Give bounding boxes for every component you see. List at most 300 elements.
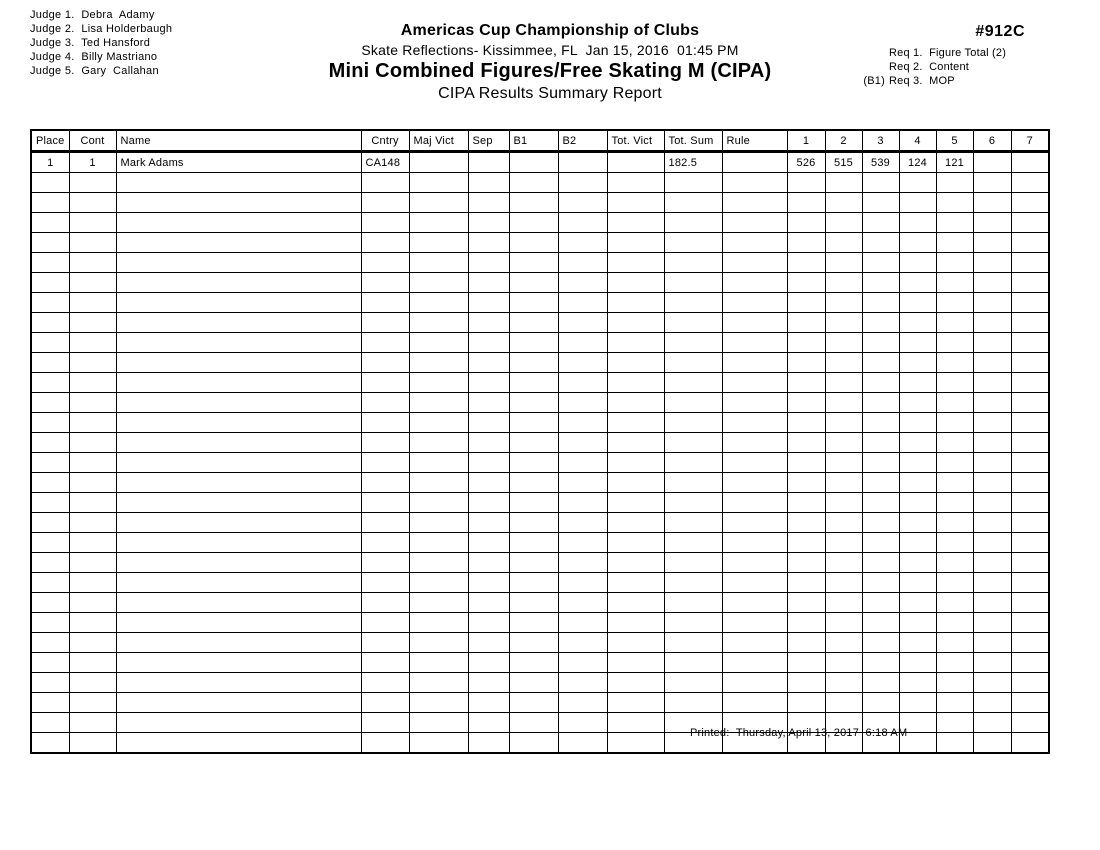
cell-j3 — [862, 213, 899, 233]
cell-b1 — [509, 553, 558, 573]
cell-tot_vict — [607, 233, 664, 253]
cell-j2 — [825, 573, 862, 593]
cell-maj_vict — [409, 253, 468, 273]
cell-rule — [722, 373, 787, 393]
cell-b2 — [558, 513, 607, 533]
cell-cont — [69, 573, 116, 593]
cell-b1 — [509, 613, 558, 633]
cell-j7 — [1011, 373, 1049, 393]
cell-j5 — [936, 633, 973, 653]
cell-sep — [468, 733, 509, 754]
cell-j2 — [825, 673, 862, 693]
cell-j1 — [787, 293, 825, 313]
table-row-empty — [31, 473, 1049, 493]
cell-cont: 1 — [69, 152, 116, 173]
cell-j6 — [973, 152, 1011, 173]
cell-j4 — [899, 573, 936, 593]
cell-tot_vict — [607, 253, 664, 273]
judge-line: Judge 5. Gary Callahan — [30, 65, 159, 77]
cell-tot_vict — [607, 633, 664, 653]
requirement-text: Req 3. MOP — [889, 75, 955, 87]
cell-place — [31, 493, 69, 513]
cell-tot_vict — [607, 453, 664, 473]
cell-tot_sum — [664, 333, 722, 353]
cell-cntry — [361, 573, 409, 593]
cell-j3 — [862, 193, 899, 213]
cell-name — [116, 213, 361, 233]
cell-j1 — [787, 533, 825, 553]
cell-tot_sum — [664, 453, 722, 473]
cell-b2 — [558, 673, 607, 693]
cell-b1 — [509, 253, 558, 273]
cell-tot_sum — [664, 273, 722, 293]
cell-place — [31, 553, 69, 573]
cell-tot_vict — [607, 373, 664, 393]
cell-tot_sum — [664, 193, 722, 213]
judge-line: Judge 3. Ted Hansford — [30, 37, 151, 49]
cell-tot_vict — [607, 673, 664, 693]
cell-j1 — [787, 513, 825, 533]
cell-j7 — [1011, 533, 1049, 553]
cell-j6 — [973, 233, 1011, 253]
cell-j2 — [825, 173, 862, 193]
cell-cont — [69, 513, 116, 533]
table-row-empty — [31, 453, 1049, 473]
column-header-j6: 6 — [973, 130, 1011, 152]
cell-j3 — [862, 493, 899, 513]
cell-rule — [722, 673, 787, 693]
cell-b1 — [509, 233, 558, 253]
cell-j6 — [973, 533, 1011, 553]
cell-tot_vict — [607, 553, 664, 573]
cell-j7 — [1011, 152, 1049, 173]
cell-place: 1 — [31, 152, 69, 173]
cell-tot_sum — [664, 613, 722, 633]
cell-j4 — [899, 473, 936, 493]
cell-rule — [722, 253, 787, 273]
cell-tot_sum — [664, 633, 722, 653]
cell-j4 — [899, 333, 936, 353]
cell-tot_vict — [607, 513, 664, 533]
cell-cntry — [361, 653, 409, 673]
cell-j1 — [787, 273, 825, 293]
cell-place — [31, 393, 69, 413]
cell-tot_vict — [607, 733, 664, 754]
cell-j2 — [825, 393, 862, 413]
cell-b1 — [509, 693, 558, 713]
cell-j6 — [973, 713, 1011, 733]
cell-maj_vict — [409, 673, 468, 693]
competition-title: Americas Cup Championship of Clubs — [400, 22, 700, 39]
requirement-line — [855, 60, 1025, 74]
cell-name — [116, 293, 361, 313]
cell-tot_sum — [664, 393, 722, 413]
cell-j1 — [787, 233, 825, 253]
cell-name — [116, 733, 361, 754]
cell-rule — [722, 533, 787, 553]
cell-b1 — [509, 453, 558, 473]
cell-j6 — [973, 393, 1011, 413]
cell-sep — [468, 473, 509, 493]
cell-j2: 515 — [825, 152, 862, 173]
cell-j2 — [825, 353, 862, 373]
column-header-sep: Sep — [468, 130, 509, 152]
cell-j1 — [787, 173, 825, 193]
cell-j3 — [862, 233, 899, 253]
cell-j4 — [899, 533, 936, 553]
cell-j2 — [825, 293, 862, 313]
cell-b2 — [558, 213, 607, 233]
cell-j3 — [862, 593, 899, 613]
column-header-rule: Rule — [722, 130, 787, 152]
cell-cntry — [361, 233, 409, 253]
cell-j4 — [899, 513, 936, 533]
cell-rule — [722, 353, 787, 373]
cell-tot_sum — [664, 573, 722, 593]
cell-cntry — [361, 293, 409, 313]
cell-b2 — [558, 253, 607, 273]
cell-tot_sum — [664, 233, 722, 253]
cell-rule — [722, 453, 787, 473]
cell-b2 — [558, 613, 607, 633]
cell-sep — [468, 613, 509, 633]
cell-b1 — [509, 433, 558, 453]
cell-maj_vict — [409, 413, 468, 433]
cell-j1 — [787, 413, 825, 433]
cell-j5 — [936, 173, 973, 193]
cell-j5 — [936, 733, 973, 754]
cell-cntry — [361, 173, 409, 193]
cell-cont — [69, 273, 116, 293]
cell-j2 — [825, 593, 862, 613]
cell-cntry — [361, 253, 409, 273]
cell-cntry — [361, 213, 409, 233]
cell-name — [116, 513, 361, 533]
cell-place — [31, 313, 69, 333]
cell-j4 — [899, 173, 936, 193]
cell-name — [116, 273, 361, 293]
cell-sep — [468, 253, 509, 273]
cell-cont — [69, 433, 116, 453]
cell-j1 — [787, 313, 825, 333]
table-row-empty — [31, 573, 1049, 593]
cell-cont — [69, 493, 116, 513]
cell-place — [31, 353, 69, 373]
cell-maj_vict — [409, 333, 468, 353]
cell-j3 — [862, 353, 899, 373]
cell-j3 — [862, 473, 899, 493]
cell-tot_sum — [664, 213, 722, 233]
cell-j2 — [825, 253, 862, 273]
cell-tot_vict — [607, 433, 664, 453]
cell-j2 — [825, 433, 862, 453]
cell-j4 — [899, 373, 936, 393]
cell-b1 — [509, 493, 558, 513]
cell-tot_vict — [607, 393, 664, 413]
cell-cntry — [361, 413, 409, 433]
cell-tot_vict — [607, 533, 664, 553]
cell-j1 — [787, 373, 825, 393]
cell-b1 — [509, 513, 558, 533]
cell-name — [116, 453, 361, 473]
cell-j5 — [936, 373, 973, 393]
cell-j4 — [899, 393, 936, 413]
cell-cont — [69, 233, 116, 253]
cell-j2 — [825, 473, 862, 493]
cell-tot_vict — [607, 293, 664, 313]
cell-tot_vict — [607, 353, 664, 373]
cell-sep — [468, 533, 509, 553]
cell-j4 — [899, 553, 936, 573]
cell-place — [31, 533, 69, 553]
cell-rule — [722, 633, 787, 653]
cell-j5 — [936, 333, 973, 353]
cell-place — [31, 453, 69, 473]
column-header-b2: B2 — [558, 130, 607, 152]
cell-j2 — [825, 213, 862, 233]
cell-b2 — [558, 353, 607, 373]
cell-j1 — [787, 213, 825, 233]
cell-sep — [468, 413, 509, 433]
cell-j7 — [1011, 393, 1049, 413]
cell-j6 — [973, 733, 1011, 754]
cell-j7 — [1011, 493, 1049, 513]
table-row-empty — [31, 693, 1049, 713]
cell-j3 — [862, 553, 899, 573]
cell-tot_sum — [664, 433, 722, 453]
cell-tot_vict — [607, 613, 664, 633]
cell-cntry — [361, 273, 409, 293]
cell-j3 — [862, 413, 899, 433]
cell-cntry — [361, 433, 409, 453]
cell-b2 — [558, 373, 607, 393]
cell-sep — [468, 193, 509, 213]
cell-j5 — [936, 213, 973, 233]
cell-sep — [468, 173, 509, 193]
cell-cntry — [361, 473, 409, 493]
column-header-j1: 1 — [787, 130, 825, 152]
cell-j5 — [936, 233, 973, 253]
cell-place — [31, 693, 69, 713]
cell-tot_sum — [664, 653, 722, 673]
requirement-prefix — [855, 46, 885, 60]
table-row-empty — [31, 333, 1049, 353]
cell-b2 — [558, 593, 607, 613]
cell-name — [116, 613, 361, 633]
cell-cont — [69, 453, 116, 473]
cell-tot_sum — [664, 553, 722, 573]
cell-b2 — [558, 393, 607, 413]
cell-name — [116, 533, 361, 553]
cell-cont — [69, 353, 116, 373]
cell-name — [116, 593, 361, 613]
cell-j1 — [787, 653, 825, 673]
cell-j6 — [973, 693, 1011, 713]
cell-place — [31, 633, 69, 653]
cell-place — [31, 253, 69, 273]
requirement-text: Req 1. Figure Total (2) — [889, 47, 1007, 59]
cell-sep — [468, 633, 509, 653]
cell-b1 — [509, 533, 558, 553]
column-header-j5: 5 — [936, 130, 973, 152]
cell-name: Mark Adams — [116, 152, 361, 173]
cell-cont — [69, 693, 116, 713]
cell-rule — [722, 173, 787, 193]
cell-b2 — [558, 713, 607, 733]
cell-sep — [468, 573, 509, 593]
cell-j3 — [862, 673, 899, 693]
cell-maj_vict — [409, 273, 468, 293]
cell-rule — [722, 593, 787, 613]
cell-j1 — [787, 633, 825, 653]
cell-j7 — [1011, 313, 1049, 333]
cell-tot_vict — [607, 193, 664, 213]
cell-j1 — [787, 393, 825, 413]
cell-cont — [69, 413, 116, 433]
cell-j3 — [862, 633, 899, 653]
cell-cont — [69, 613, 116, 633]
cell-sep — [468, 513, 509, 533]
cell-maj_vict — [409, 193, 468, 213]
cell-sep — [468, 293, 509, 313]
cell-rule — [722, 513, 787, 533]
cell-j1 — [787, 493, 825, 513]
cell-j6 — [973, 653, 1011, 673]
cell-cont — [69, 333, 116, 353]
cell-j7 — [1011, 513, 1049, 533]
cell-place — [31, 273, 69, 293]
cell-j2 — [825, 513, 862, 533]
cell-j5 — [936, 293, 973, 313]
cell-j7 — [1011, 413, 1049, 433]
table-row-empty — [31, 513, 1049, 533]
cell-j6 — [973, 573, 1011, 593]
cell-name — [116, 693, 361, 713]
cell-b2 — [558, 553, 607, 573]
cell-place — [31, 333, 69, 353]
column-header-cntry: Cntry — [361, 130, 409, 152]
cell-maj_vict — [409, 513, 468, 533]
cell-j1 — [787, 453, 825, 473]
cell-place — [31, 733, 69, 754]
cell-tot_vict — [607, 152, 664, 173]
cell-cont — [69, 673, 116, 693]
cell-maj_vict — [409, 353, 468, 373]
cell-b1 — [509, 473, 558, 493]
event-title: Mini Combined Figures/Free Skating M (CIPA) — [328, 60, 772, 82]
event-info-block — [855, 22, 1025, 88]
cell-b2 — [558, 473, 607, 493]
cell-j3 — [862, 453, 899, 473]
table-body — [31, 152, 1049, 754]
requirement-prefix — [855, 60, 885, 74]
report-title: CIPA Results Summary Report — [438, 85, 662, 102]
cell-maj_vict — [409, 653, 468, 673]
cell-maj_vict — [409, 152, 468, 173]
cell-place — [31, 653, 69, 673]
table-header-row — [31, 130, 1049, 152]
cell-tot_sum — [664, 473, 722, 493]
cell-j3 — [862, 653, 899, 673]
table-row-empty — [31, 433, 1049, 453]
cell-j6 — [973, 553, 1011, 573]
cell-b2 — [558, 693, 607, 713]
cell-j2 — [825, 273, 862, 293]
cell-cont — [69, 193, 116, 213]
cell-j4 — [899, 493, 936, 513]
cell-j1: 526 — [787, 152, 825, 173]
cell-j2 — [825, 553, 862, 573]
cell-j4 — [899, 613, 936, 633]
column-header-j4: 4 — [899, 130, 936, 152]
cell-j7 — [1011, 353, 1049, 373]
cell-j7 — [1011, 733, 1049, 754]
cell-tot_sum — [664, 353, 722, 373]
cell-rule — [722, 213, 787, 233]
cell-b2 — [558, 233, 607, 253]
cell-j5 — [936, 553, 973, 573]
cell-cont — [69, 653, 116, 673]
cell-b2 — [558, 493, 607, 513]
cell-tot_sum — [664, 173, 722, 193]
cell-j4 — [899, 233, 936, 253]
cell-maj_vict — [409, 593, 468, 613]
cell-place — [31, 233, 69, 253]
cell-tot_sum — [664, 253, 722, 273]
cell-place — [31, 213, 69, 233]
cell-maj_vict — [409, 373, 468, 393]
cell-name — [116, 433, 361, 453]
cell-sep — [468, 673, 509, 693]
results-table — [30, 129, 1050, 754]
table-row-empty — [31, 313, 1049, 333]
cell-j2 — [825, 373, 862, 393]
cell-cntry — [361, 533, 409, 553]
cell-name — [116, 253, 361, 273]
cell-rule — [722, 333, 787, 353]
cell-b2 — [558, 193, 607, 213]
cell-j3 — [862, 533, 899, 553]
cell-b1 — [509, 633, 558, 653]
cell-tot_vict — [607, 493, 664, 513]
cell-rule — [722, 233, 787, 253]
cell-j6 — [973, 473, 1011, 493]
cell-j5 — [936, 713, 973, 733]
cell-maj_vict — [409, 173, 468, 193]
cell-sep — [468, 333, 509, 353]
cell-j7 — [1011, 573, 1049, 593]
cell-j2 — [825, 533, 862, 553]
cell-j2 — [825, 693, 862, 713]
cell-maj_vict — [409, 233, 468, 253]
cell-j6 — [973, 633, 1011, 653]
column-header-tot_vict: Tot. Vict — [607, 130, 664, 152]
cell-cntry: CA148 — [361, 152, 409, 173]
cell-j7 — [1011, 473, 1049, 493]
cell-cntry — [361, 353, 409, 373]
cell-j3 — [862, 313, 899, 333]
cell-j4 — [899, 253, 936, 273]
cell-maj_vict — [409, 613, 468, 633]
cell-j6 — [973, 353, 1011, 373]
cell-tot_vict — [607, 273, 664, 293]
cell-b2 — [558, 413, 607, 433]
cell-sep — [468, 233, 509, 253]
cell-maj_vict — [409, 633, 468, 653]
cell-j4 — [899, 353, 936, 373]
cell-j2 — [825, 333, 862, 353]
cell-maj_vict — [409, 293, 468, 313]
